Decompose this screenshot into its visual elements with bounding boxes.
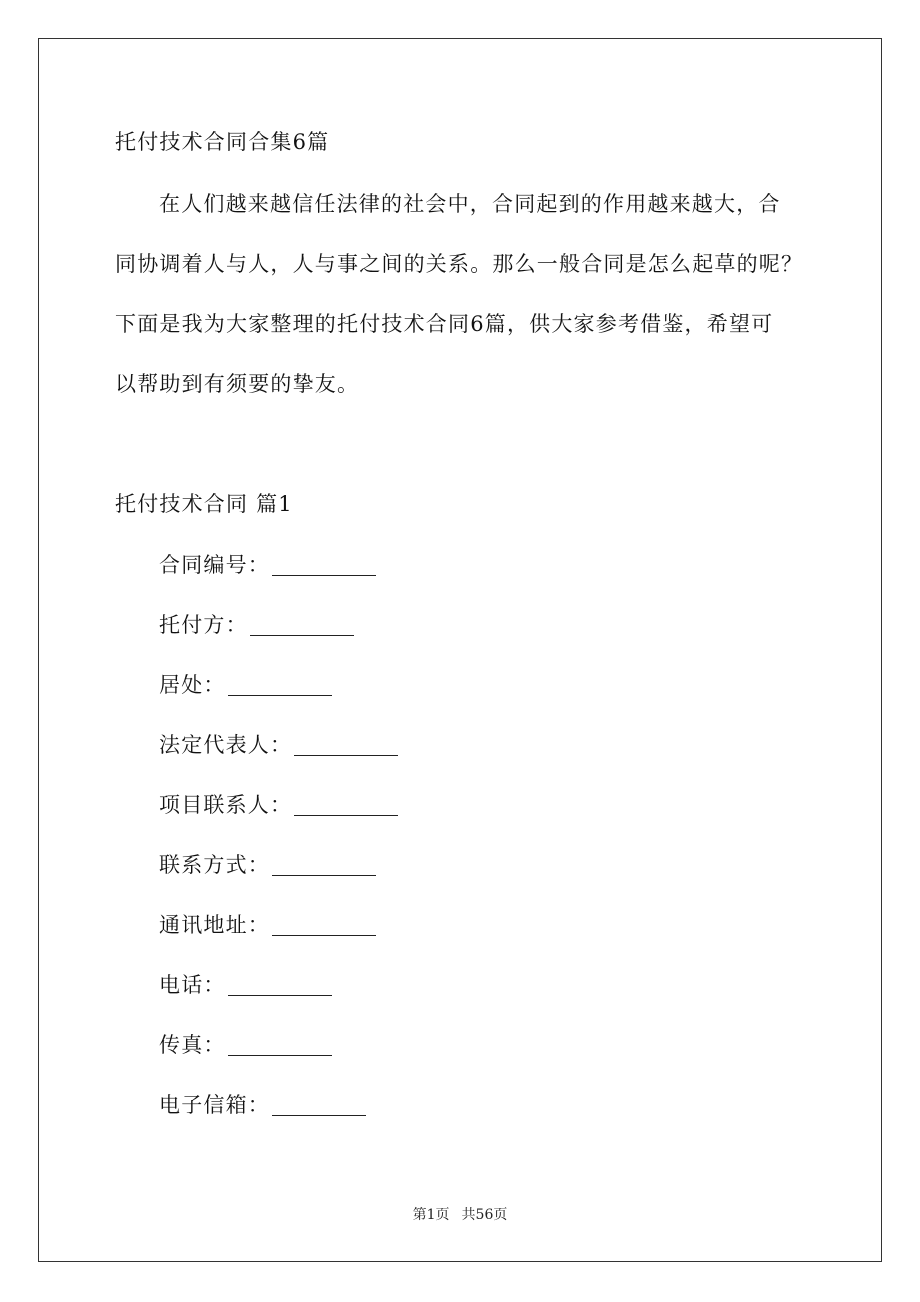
intro-line-2: 同协调着人与人，人与事之间的关系。那么一般合同是怎么起草的呢？	[115, 252, 804, 276]
section-heading: 托付技术合同 篇1	[115, 492, 293, 516]
field-phone	[159, 971, 332, 999]
field-contract-number	[159, 551, 376, 579]
page-total: 共56页	[461, 1207, 508, 1223]
field-fax	[159, 1031, 332, 1059]
field-project-contact	[159, 791, 398, 819]
field-blank	[272, 1095, 366, 1116]
field-label: 合同编号：	[159, 553, 270, 577]
field-label: 联系方式：	[159, 853, 270, 877]
field-blank	[272, 855, 376, 876]
field-legal-representative	[159, 731, 398, 759]
field-label: 电话：	[159, 973, 226, 997]
field-contact-method	[159, 851, 376, 879]
field-blank	[272, 915, 376, 936]
page-border	[38, 38, 882, 1262]
intro-line-4: 以帮助到有须要的挚友。	[115, 372, 360, 396]
field-blank	[228, 975, 332, 996]
field-residence	[159, 671, 332, 699]
document-title: 托付技术合同合集6篇	[115, 130, 330, 154]
intro-line-1: 在人们越来越信任法律的社会中，合同起到的作用越来越大，合	[159, 192, 781, 216]
field-client	[159, 611, 354, 639]
field-label: 居处：	[159, 673, 226, 697]
field-blank	[228, 675, 332, 696]
field-mailing-address	[159, 911, 376, 939]
field-blank	[250, 615, 354, 636]
field-blank	[228, 1035, 332, 1056]
intro-line-3: 下面是我为大家整理的托付技术合同6篇，供大家参考借鉴，希望可	[115, 312, 774, 336]
field-label: 托付方：	[159, 613, 248, 637]
field-email	[159, 1091, 366, 1119]
page-footer	[0, 1205, 920, 1225]
field-blank	[294, 735, 398, 756]
field-label: 通讯地址：	[159, 913, 270, 937]
field-label: 项目联系人：	[159, 793, 293, 817]
field-label: 传真：	[159, 1033, 226, 1057]
field-blank	[294, 795, 398, 816]
page-number: 第1页	[412, 1207, 450, 1223]
field-label: 电子信箱：	[159, 1093, 270, 1117]
field-label: 法定代表人：	[159, 733, 293, 757]
field-blank	[272, 555, 376, 576]
